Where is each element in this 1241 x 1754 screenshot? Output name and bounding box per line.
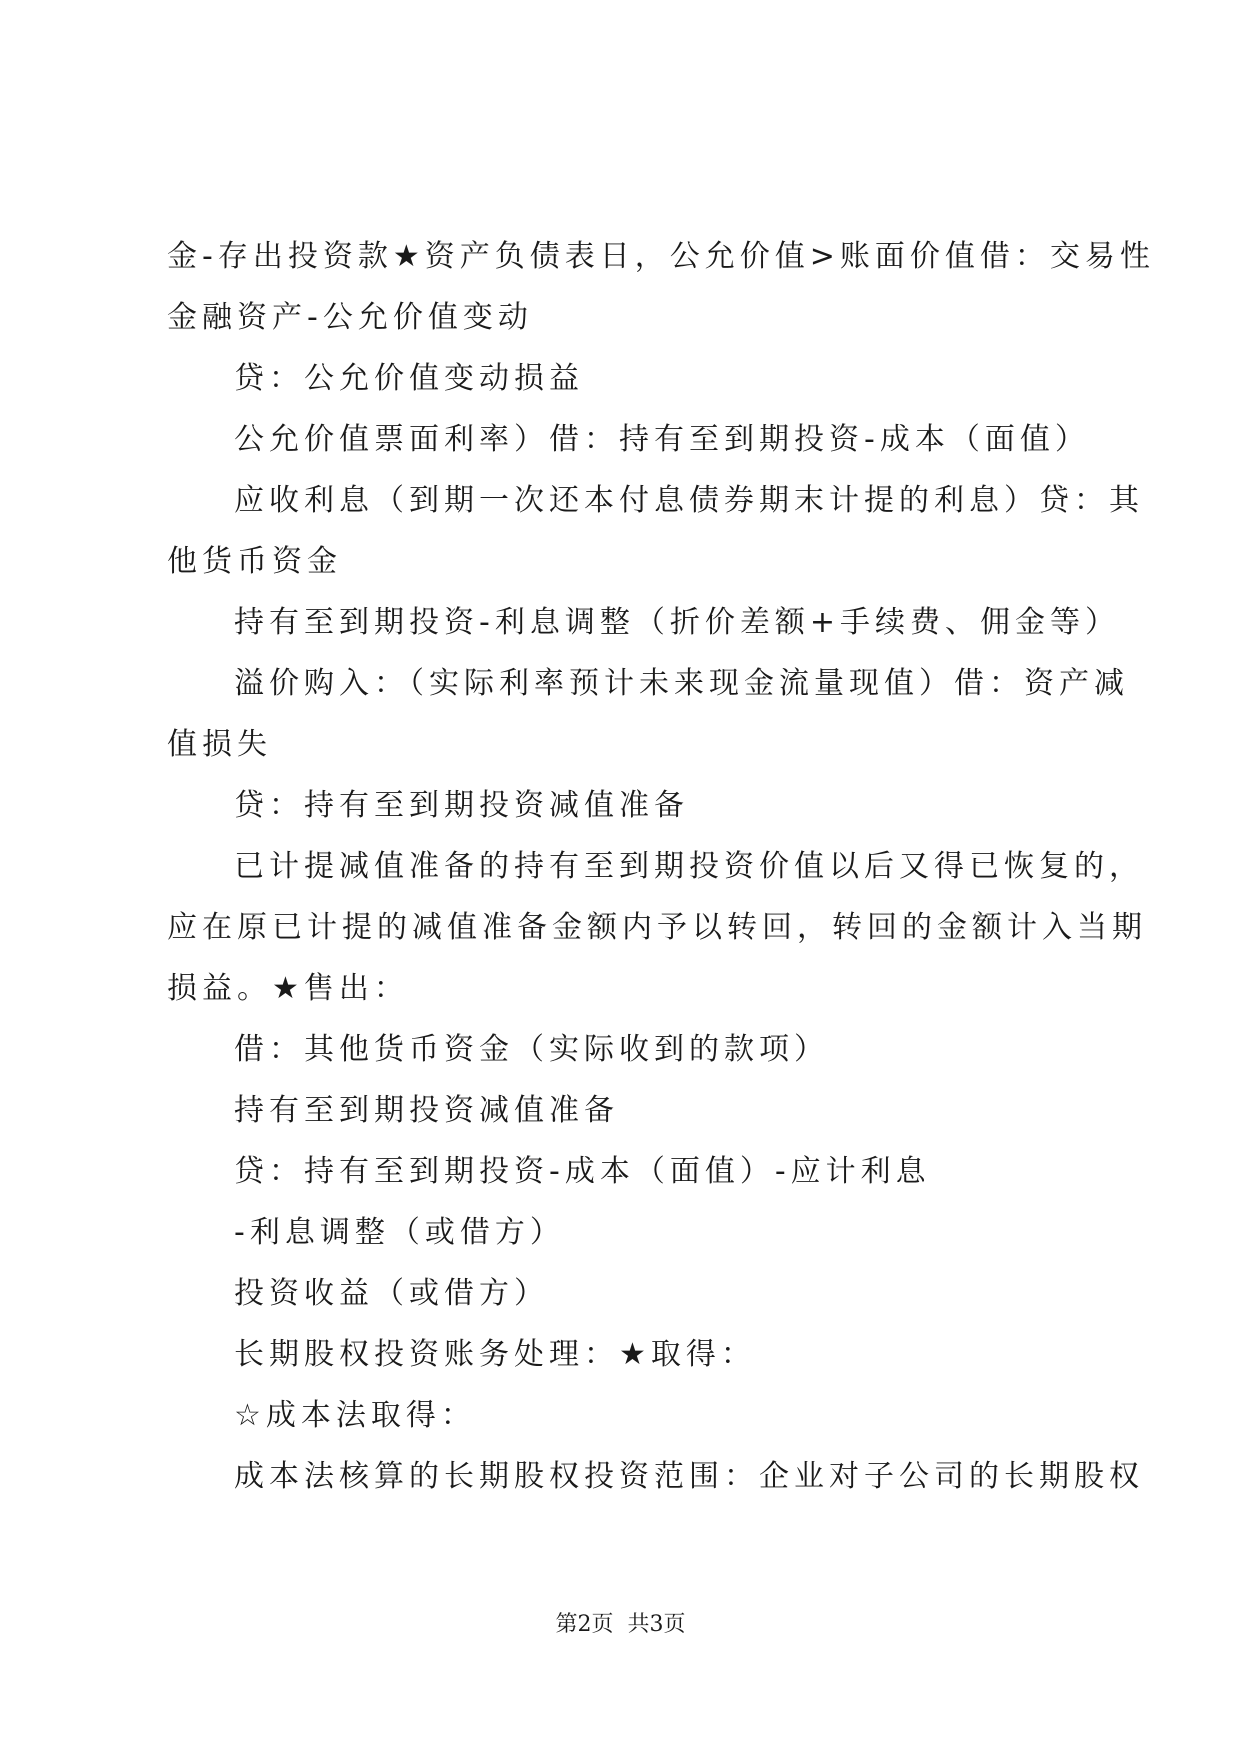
text-line: 金-存出投资款★资产负债表日，公允价值>账面价值借：交易性 [167,239,1155,274]
text-line: ☆成本法取得： [234,1398,476,1433]
text-line: 溢价购入：（实际利率预计未来现金流量现值）借：资产减 [234,666,1129,701]
text-line: 持有至到期投资减值准备 [234,1093,619,1128]
text-line: 贷：公允价值变动损益 [234,361,584,396]
text-line: 投资收益（或借方） [234,1276,549,1311]
text-line: 已计提减值准备的持有至到期投资价值以后又得已恢复的， [234,849,1144,884]
text-line: 持有至到期投资-利息调整（折价差额+手续费、佣金等） [234,605,1120,640]
text-line: 损益。★售出： [167,971,409,1006]
text-line: 值损失 [167,727,272,762]
text-line: 贷：持有至到期投资-成本（面值）-应计利息 [234,1154,931,1189]
page-number: 第2页 [555,1612,614,1637]
text-line: -利息调整（或借方） [234,1215,565,1250]
text-line: 贷：持有至到期投资减值准备 [234,788,689,823]
text-line: 成本法核算的长期股权投资范围：企业对子公司的长期股权 [234,1459,1144,1494]
text-line: 应在原已计提的减值准备金额内予以转回，转回的金额计入当期 [167,910,1147,945]
text-line: 借：其他货币资金（实际收到的款项） [234,1032,829,1067]
document-body [167,226,1155,1507]
page-footer [0,1607,1241,1638]
text-line: 他货币资金 [167,544,342,579]
text-line: 应收利息（到期一次还本付息债券期末计提的利息）贷：其 [234,483,1144,518]
text-line: 公允价值票面利率）借：持有至到期投资-成本（面值） [234,422,1090,457]
text-line: 长期股权投资账务处理：★取得： [234,1337,756,1372]
total-pages: 共3页 [627,1612,686,1637]
text-line: 金融资产-公允价值变动 [167,300,533,335]
